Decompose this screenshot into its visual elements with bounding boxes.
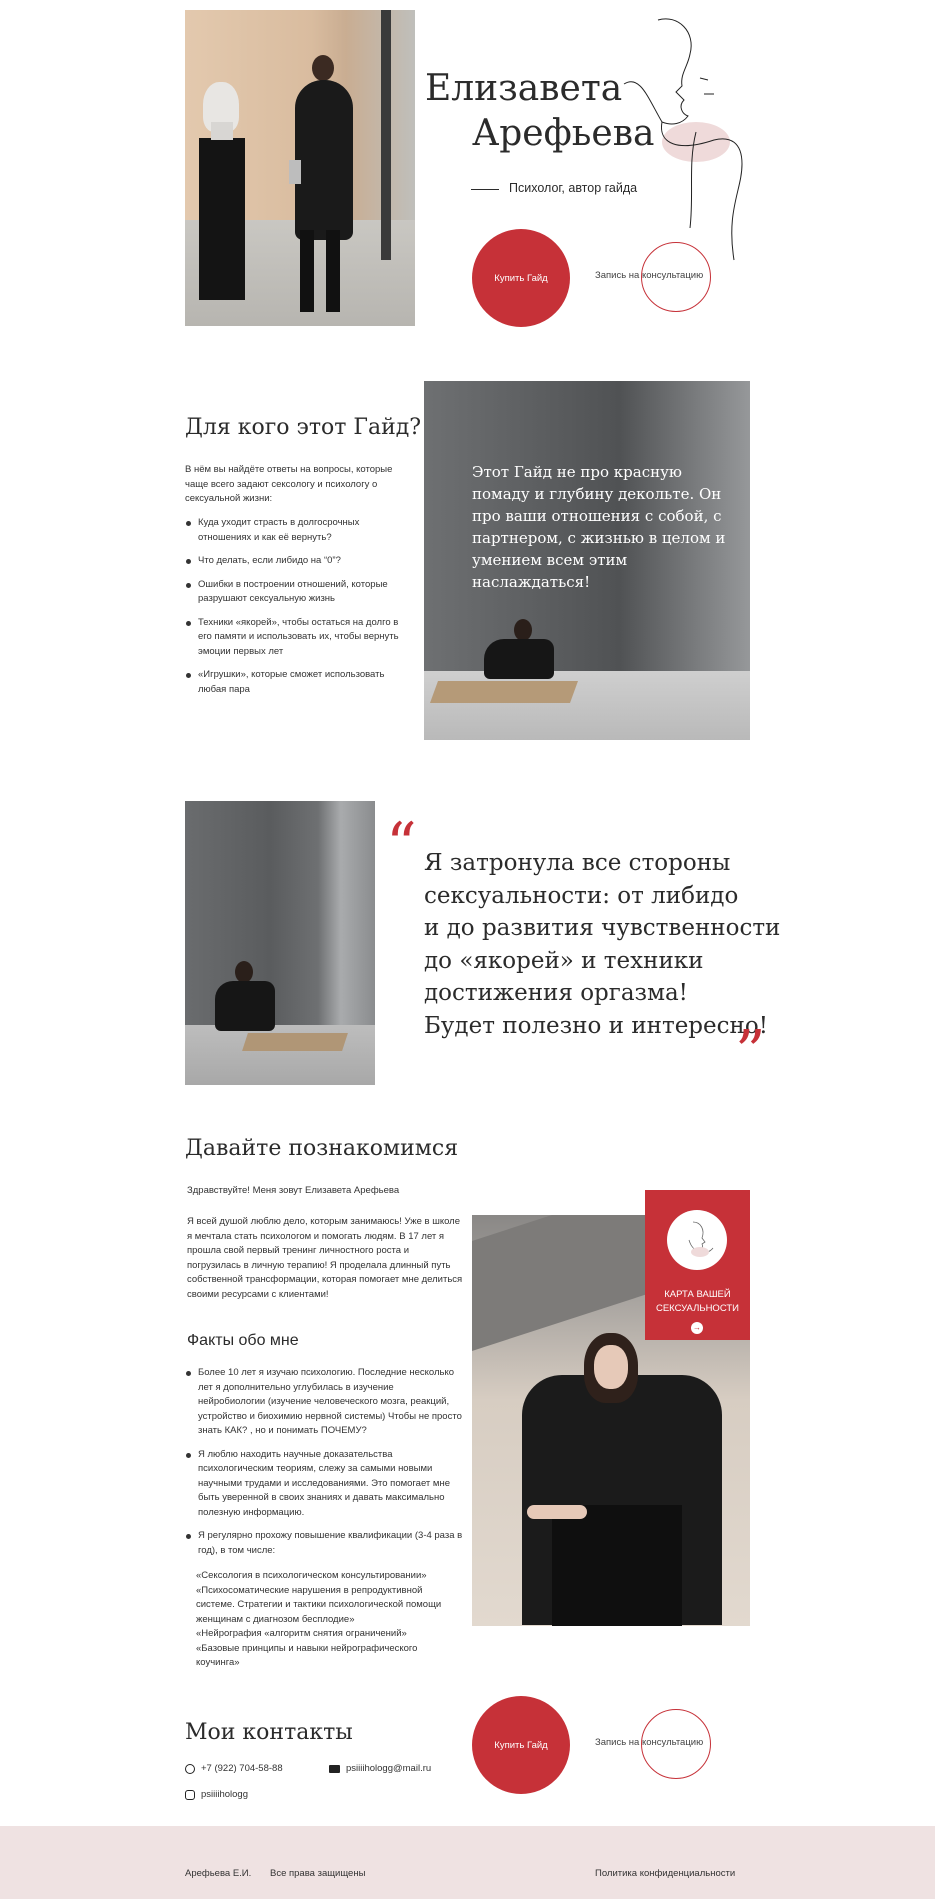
list-item: Техники «якорей», чтобы остаться на долго в его памяти и использовать их, чтобы вернуть эмоции первых лет: [185, 616, 410, 660]
quote-line: Я затронула все стороны: [424, 850, 731, 876]
card-arrow-button[interactable]: [691, 1322, 703, 1334]
footer: [0, 1826, 935, 1899]
footer-author: Арефьева Е.И.: [185, 1868, 252, 1879]
list-item: Я регулярно прохожу повышение квалификации (3-4 раза в год), в том числе:: [185, 1529, 463, 1558]
subtitle-dash: [471, 189, 499, 190]
close-quote-mark: ”: [735, 1018, 766, 1088]
hero-name-line2: Арефьева: [472, 113, 655, 154]
instagram-handle: psiiiihologg: [201, 1789, 249, 1800]
buy-guide-button-bottom[interactable]: Купить Гайд: [472, 1696, 570, 1794]
for-whom-intro: В нём вы найдёте ответы на вопросы, которые чаще всего задают сексологу и психологу о сексуальной жизни:: [185, 464, 393, 504]
phone-number: +7 (922) 704-58-88: [201, 1763, 283, 1774]
footer-rights: Все права защищены: [270, 1868, 366, 1879]
quote-text: [424, 847, 780, 1042]
email-contact[interactable]: [329, 1763, 431, 1774]
for-whom-title: Для кого этот Гайд?: [185, 415, 422, 440]
facts-title: Факты обо мне: [187, 1332, 299, 1349]
list-item: «Психосоматические нарушения в репродуктивной системе. Стратегии и тактики психологической помощи женщинам с диагнозом бесплодие»: [196, 1584, 442, 1625]
list-item: «Нейрография «алгоритм снятия ограничений»: [196, 1628, 407, 1639]
instagram-icon: [185, 1790, 195, 1800]
contacts-title: Мои контакты: [185, 1720, 353, 1745]
list-item: Куда уходит страсть в долгосрочных отношениях и как её вернуть?: [185, 516, 410, 545]
courses-list: [196, 1569, 463, 1671]
open-quote-mark: “: [386, 810, 417, 880]
list-item: «Базовые принципы и навыки нейрографического коучинга»: [196, 1642, 418, 1668]
hero-name-line1: Елизавета: [425, 68, 623, 109]
hero-subtitle: Психолог, автор гайда: [509, 181, 638, 195]
card-illustration: [667, 1210, 727, 1270]
list-item: Что делать, если либидо на “0”?: [185, 554, 410, 569]
quote-photo: [185, 801, 375, 1085]
arrow-right-icon: →: [693, 1323, 701, 1332]
buy-guide-button[interactable]: Купить Гайд: [472, 229, 570, 327]
consultation-link-bottom[interactable]: Запись на консультацию: [595, 1737, 704, 1748]
consultation-link[interactable]: Запись на консультацию: [595, 270, 704, 281]
whatsapp-icon: [185, 1764, 195, 1774]
list-item: «Сексология в психологическом консультировании»: [196, 1570, 427, 1581]
for-whom-photo: [424, 381, 750, 740]
card-title: КАРТА ВАШЕЙ СЕКСУАЛЬНОСТИ: [655, 1289, 739, 1314]
mail-icon: [329, 1765, 340, 1773]
phone-contact[interactable]: [185, 1763, 283, 1774]
hero-photo: [185, 10, 415, 326]
email-address: psiiiihologg@mail.ru: [346, 1763, 432, 1774]
list-item: «Игрушки», которые сможет использовать любая пара: [185, 668, 410, 697]
for-whom-overlay-text: Этот Гайд не про красную помаду и глубину декольте. Он про ваши отношения с собой, с партнером, с жизнью в целом и умением всем этим наслаждаться!: [472, 463, 726, 591]
quote-line: Будет полезно и интересно!: [424, 1012, 768, 1039]
for-whom-list: [185, 516, 410, 706]
sexuality-map-card[interactable]: [645, 1190, 750, 1340]
privacy-policy-link[interactable]: Политика конфиденциальности: [595, 1868, 736, 1879]
quote-line: достижения оргазма!: [424, 980, 688, 1006]
quote-line: и до развития чувственности: [424, 915, 781, 941]
instagram-contact[interactable]: [185, 1789, 248, 1800]
quote-line: сексуальности: от либидо: [424, 882, 739, 909]
about-title: Давайте познакомимся: [185, 1136, 459, 1161]
quote-line: до «якорей» и техники: [424, 947, 704, 974]
about-greeting: Здравствуйте! Меня зовут Елизавета Арефьева: [187, 1185, 400, 1196]
facts-list: [185, 1366, 463, 1561]
list-item: Ошибки в построении отношений, которые разрушают сексуальную жизнь: [185, 578, 410, 607]
about-paragraph: Я всей душой люблю дело, которым занимаюсь! Уже в школе я мечтала стать психологом и помогать людям. В 17 лет я прошла свой первый тренинг личностного роста и погрузилась в личную терапию! Я проделала длинный путь собственной трансформации, которая помогает мне делиться своими ресурсами с клиентами!: [187, 1216, 463, 1300]
list-item: Я люблю находить научные доказательства психологическим теориям, слежу за самыми новыми научными трудами и исследованиями. Это помогает мне быть уверенной в своих знаниях и давать максимально полезную информацию.: [185, 1448, 463, 1521]
list-item: Более 10 лет я изучаю психологию. Последние несколько лет я дополнительно углубилась в изучение нейробиологии (изучение человеческого мозга, реакций, устройство и биохимию нервной системы) Чтобы не просто знать КАК? , но и понимать ПОЧЕМУ?: [185, 1366, 463, 1439]
